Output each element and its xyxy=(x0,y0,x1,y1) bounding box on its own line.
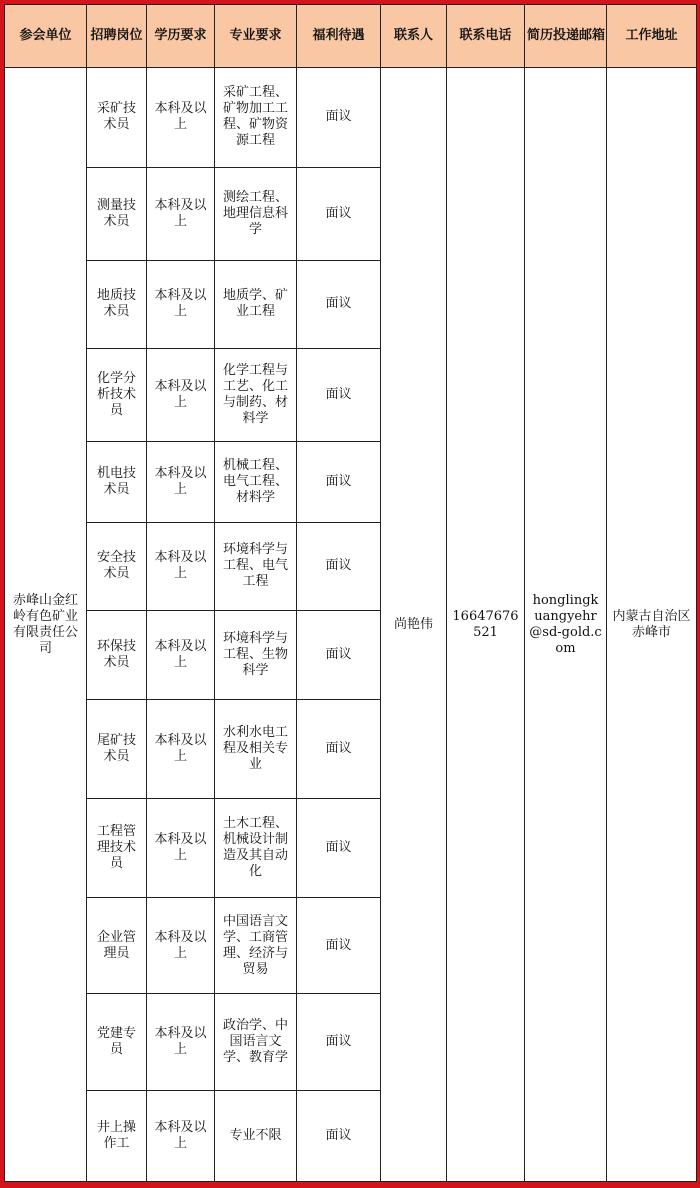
welfare-cell: 面议 xyxy=(297,522,381,611)
table-frame xyxy=(4,4,696,1182)
position-cell: 安全技术员 xyxy=(87,522,147,611)
header-phone: 联系电话 xyxy=(447,5,525,68)
welfare-cell: 面议 xyxy=(297,897,381,994)
position-cell: 地质技术员 xyxy=(87,260,147,349)
education-cell: 本科及以上 xyxy=(147,994,215,1091)
welfare-cell: 面议 xyxy=(297,994,381,1091)
education-cell: 本科及以上 xyxy=(147,897,215,994)
position-cell: 党建专员 xyxy=(87,994,147,1091)
major-cell: 测绘工程、地理信息科学 xyxy=(215,167,297,260)
recruitment-table xyxy=(4,4,697,1182)
major-cell: 机械工程、电气工程、材料学 xyxy=(215,441,297,522)
education-cell: 本科及以上 xyxy=(147,700,215,799)
bottom-border xyxy=(0,1182,700,1188)
phone-cell: 16647676521 xyxy=(447,68,525,1182)
position-cell: 测量技术员 xyxy=(87,167,147,260)
address-cell: 内蒙古自治区赤峰市 xyxy=(607,68,697,1182)
education-cell: 本科及以上 xyxy=(147,441,215,522)
education-cell: 本科及以上 xyxy=(147,260,215,349)
education-cell: 本科及以上 xyxy=(147,1091,215,1182)
position-cell: 井上操作工 xyxy=(87,1091,147,1182)
header-position: 招聘岗位 xyxy=(87,5,147,68)
welfare-cell: 面议 xyxy=(297,798,381,897)
welfare-cell: 面议 xyxy=(297,68,381,168)
major-cell: 化学工程与工艺、化工与制药、材料学 xyxy=(215,349,297,442)
email-cell: honglingkuangyehr@sd-gold.com xyxy=(525,68,607,1182)
position-cell: 工程管理技术员 xyxy=(87,798,147,897)
major-cell: 采矿工程、矿物加工工程、矿物资源工程 xyxy=(215,68,297,168)
welfare-cell: 面议 xyxy=(297,349,381,442)
position-cell: 企业管理员 xyxy=(87,897,147,994)
table-body xyxy=(5,68,697,1182)
education-cell: 本科及以上 xyxy=(147,798,215,897)
position-cell: 采矿技术员 xyxy=(87,68,147,168)
education-cell: 本科及以上 xyxy=(147,349,215,442)
welfare-cell: 面议 xyxy=(297,700,381,799)
welfare-cell: 面议 xyxy=(297,260,381,349)
major-cell: 水利水电工程及相关专业 xyxy=(215,700,297,799)
header-major: 专业要求 xyxy=(215,5,297,68)
header-address: 工作地址 xyxy=(607,5,697,68)
position-cell: 机电技术员 xyxy=(87,441,147,522)
table-row xyxy=(5,68,697,168)
header-contact: 联系人 xyxy=(381,5,447,68)
welfare-cell: 面议 xyxy=(297,441,381,522)
header-welfare: 福利待遇 xyxy=(297,5,381,68)
major-cell: 土木工程、机械设计制造及其自动化 xyxy=(215,798,297,897)
major-cell: 环境科学与工程、电气工程 xyxy=(215,522,297,611)
header-email: 简历投递邮箱 xyxy=(525,5,607,68)
contact-cell: 尚艳伟 xyxy=(381,68,447,1182)
major-cell: 专业不限 xyxy=(215,1091,297,1182)
education-cell: 本科及以上 xyxy=(147,522,215,611)
table-header-row xyxy=(5,5,697,68)
welfare-cell: 面议 xyxy=(297,1091,381,1182)
welfare-cell: 面议 xyxy=(297,611,381,700)
education-cell: 本科及以上 xyxy=(147,611,215,700)
education-cell: 本科及以上 xyxy=(147,167,215,260)
header-company: 参会单位 xyxy=(5,5,87,68)
welfare-cell: 面议 xyxy=(297,167,381,260)
company-cell: 赤峰山金红岭有色矿业有限责任公司 xyxy=(5,68,87,1182)
major-cell: 地质学、矿业工程 xyxy=(215,260,297,349)
position-cell: 尾矿技术员 xyxy=(87,700,147,799)
education-cell: 本科及以上 xyxy=(147,68,215,168)
position-cell: 化学分析技术员 xyxy=(87,349,147,442)
major-cell: 中国语言文学、工商管理、经济与贸易 xyxy=(215,897,297,994)
header-education: 学历要求 xyxy=(147,5,215,68)
major-cell: 环境科学与工程、生物科学 xyxy=(215,611,297,700)
major-cell: 政治学、中国语言文学、教育学 xyxy=(215,994,297,1091)
position-cell: 环保技术员 xyxy=(87,611,147,700)
